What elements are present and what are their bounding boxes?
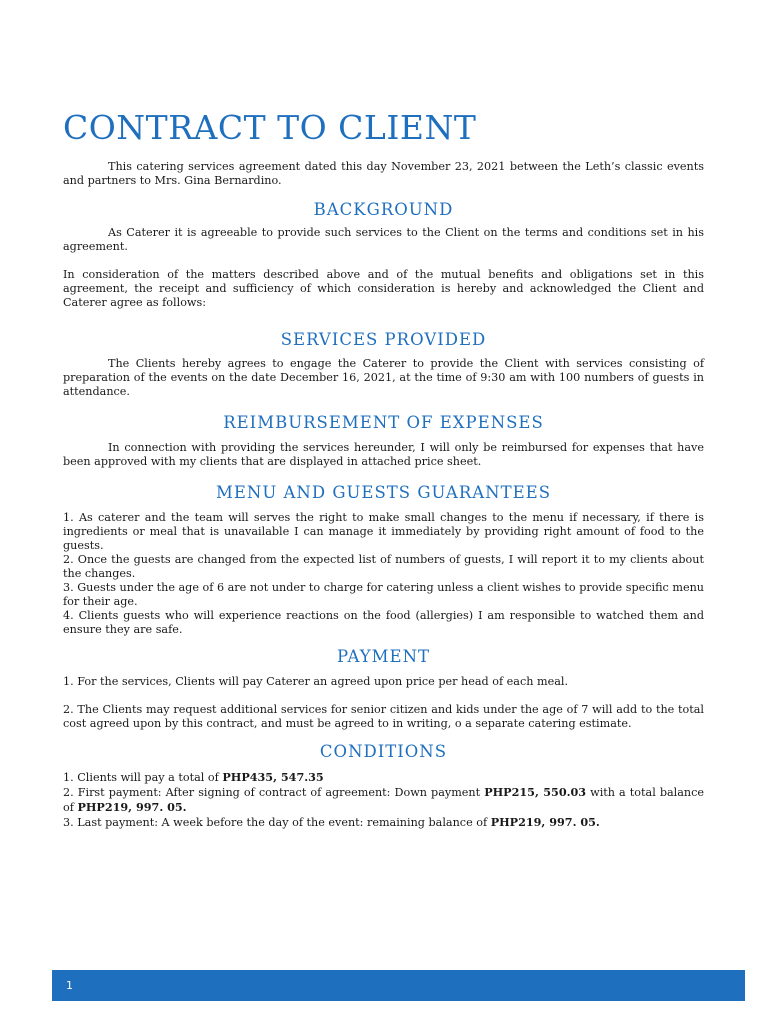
list-item: 4. Clients guests who will experience reactions on the food (allergies) I am responsible to watched them and ensure they are safe. [63,609,704,636]
condition-item-2: 2. First payment: After signing of contract of agreement: Down payment PHP215, 550.03 with a total balance of PHP219, 997. 05. [63,785,705,814]
background-paragraph-2: In consideration of the matters described above and of the mutual benefits and obligations set in this agreement, the receipt and sufficiency of which consideration is hereby and acknowledged the Client and Caterer agree as follows: [63,268,704,309]
menu-list [63,511,704,637]
footer-bar [52,970,745,1001]
list-item: 3. Guests under the age of 6 are not under to charge for catering unless a client wishes to provide specific menu for their age. [63,581,704,608]
background-heading: BACKGROUND [313,200,454,219]
balance-amount: PHP219, 997. 05. [77,800,187,814]
down-payment-amount: PHP215, 550.03 [484,785,587,799]
payment-heading: PAYMENT [336,647,431,666]
remaining-balance-amount: PHP219, 997. 05. [490,815,600,829]
condition-item-1: 1. Clients will pay a total of PHP435, 547.35 [63,770,324,784]
conditions-heading: CONDITIONS [319,742,448,761]
condition-item-3: 3. Last payment: A week before the day of the event: remaining balance of PHP219, 997. 05. [63,815,600,829]
payment-paragraph-2: 2. The Clients may request additional services for senior citizen and kids under the age of 7 will add to the total cost agreed upon by this contract, and must be agreed to in writing, o a separate catering estimate. [63,703,704,730]
reimbursement-paragraph: In connection with providing the services hereunder, I will only be reimbursed for expenses that have been approved with my clients that are displayed in attached price sheet. [63,441,704,468]
intro-paragraph: This catering services agreement dated this day November 23, 2021 between the Leth’s classic events and partners to Mrs. Gina Bernardino. [63,160,704,187]
menu-heading: MENU AND GUESTS GUARANTEES [215,483,551,502]
services-heading: SERVICES PROVIDED [280,330,487,349]
reimbursement-heading: REIMBURSEMENT OF EXPENSES [223,413,544,432]
conditions-list [63,770,704,830]
document-body [63,160,704,830]
list-item: 2. Once the guests are changed from the expected list of numbers of guests, I will report it to my clients about the changes. [63,553,704,580]
list-item: 1. As caterer and the team will serves the right to make small changes to the menu if necessary, if there is ingredients or meal that is unavailable I can manage it immediately by providing right amount of food to the guests. [63,511,704,552]
background-paragraph-1: As Caterer it is agreeable to provide such services to the Client on the terms and conditions set in his agreement. [63,226,704,253]
total-amount: PHP435, 547.35 [222,770,324,784]
services-paragraph: The Clients hereby agrees to engage the Caterer to provide the Client with services consisting of preparation of the events on the date December 16, 2021, at the time of 9:30 am with 100 numbers of guests in attendance. [63,357,704,398]
page-title: CONTRACT TO CLIENT [63,108,477,147]
page-number: 1 [66,979,73,992]
payment-paragraph-1: 1. For the services, Clients will pay Caterer an agreed upon price per head of each meal. [63,675,569,688]
